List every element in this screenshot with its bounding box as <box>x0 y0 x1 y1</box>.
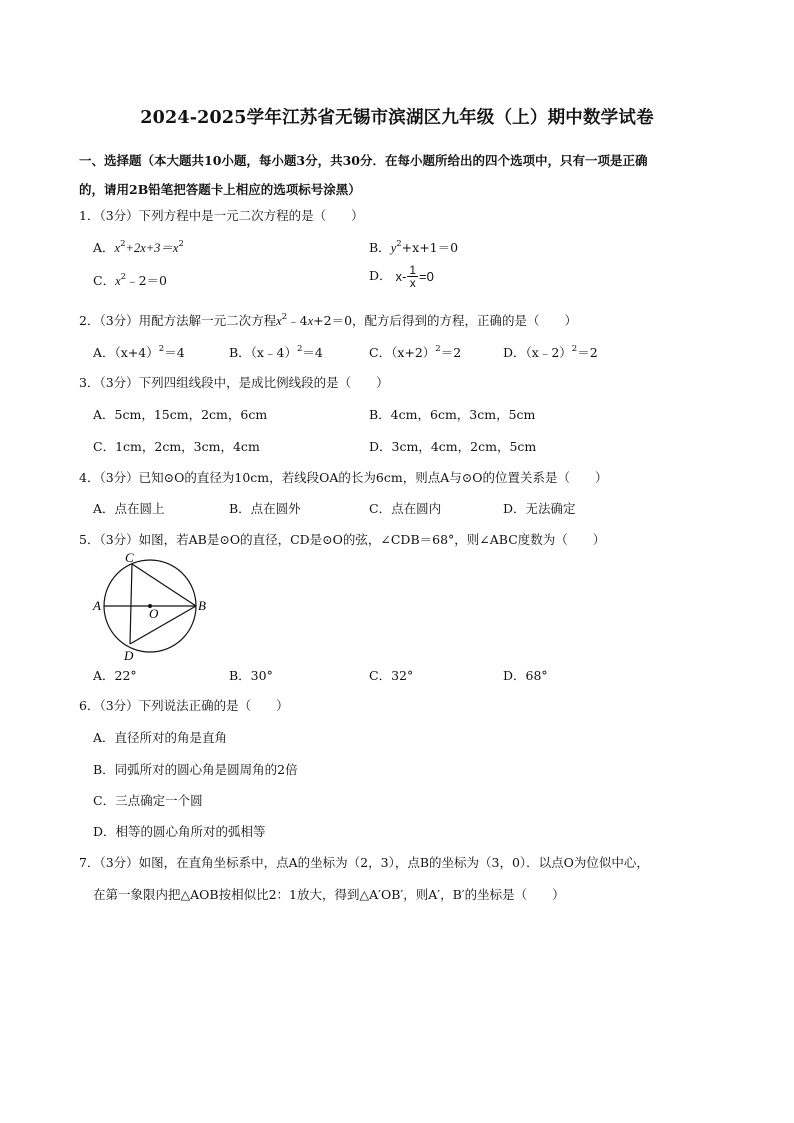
q2-d: D．（x﹣2） <box>503 345 572 360</box>
section-line-2: 的，请用2B铅笔把答题卡上相应的选项标号涂黑） <box>79 182 361 197</box>
segment-db <box>130 606 196 644</box>
label-c: C <box>125 550 134 565</box>
section-heading <box>79 146 729 204</box>
q1-d-label: D． <box>369 268 392 283</box>
q1-stem: 1．（3分）下列方程中是一元二次方程的是（ ） <box>79 208 364 223</box>
page-title: 2024-2025学年江苏省无锡市滨湖区九年级（上）期中数学试卷 <box>140 108 654 128</box>
q2-option-d <box>503 343 598 361</box>
label-b: B <box>198 598 206 613</box>
q2-option-b <box>229 343 323 361</box>
q1-option-a <box>93 238 184 256</box>
q1-option-c <box>93 271 167 289</box>
q2-stem-a: 2．（3分）用配方法解一元二次方程 <box>79 313 277 328</box>
q6-option-a: A．直径所对的角是直角 <box>93 730 228 745</box>
q2-c-sup: 2 <box>435 344 441 354</box>
q3-option-b: B．4cm，6cm，3cm，5cm <box>369 407 536 422</box>
q1-b-sup: 2 <box>396 239 402 249</box>
q2-c: C．（x+2） <box>369 345 436 360</box>
q2-b-sup: 2 <box>296 344 303 354</box>
label-a: A <box>93 598 101 613</box>
q1-option-d <box>369 264 434 289</box>
q1-d-num: 1 <box>409 263 417 277</box>
q2-d-rest: ＝2 <box>577 345 598 360</box>
q2-a-rest: ＝4 <box>164 345 185 360</box>
q1-c-label: C． <box>93 273 116 288</box>
q1-a-label: A． <box>93 240 115 255</box>
q2-c-rest: ＝2 <box>440 345 462 360</box>
q2-option-a <box>93 343 185 361</box>
q5-stem: 5．（3分）如图，若AB是⊙O的直径，CD是⊙O的弦，∠CDB＝68°，则∠ABC度数为（ ） <box>79 532 606 547</box>
q6-option-d: D．相等的圆心角所对的弧相等 <box>93 824 266 839</box>
q2-stem-sup: 2 <box>281 312 288 322</box>
q5-option-b: B．30° <box>229 668 273 683</box>
q4-option-d: D．无法确定 <box>503 501 576 516</box>
q1-b-expr: y <box>390 241 397 255</box>
q4-stem: 4．（3分）已知⊙O的直径为10cm，若线段OA的长为6cm，则点A与⊙O的位置关系是（ ） <box>79 470 608 485</box>
q1-d-den: x <box>409 276 416 290</box>
q5-circle-diagram <box>88 548 218 664</box>
section-line-1: 一、选择题（本大题共10小题，每小题3分，共30分．在每小题所给出的四个选项中，只有一项是正确 <box>79 153 648 168</box>
q2-option-c <box>369 343 461 361</box>
q1-a-sup2: 2 <box>178 239 184 249</box>
q2-a-sup: 2 <box>158 344 165 354</box>
q1-a-expr: x <box>114 241 121 255</box>
q1-d-post: =0 <box>419 269 434 284</box>
q7-stem-line-2: 在第一象限内把△AOB按相似比2：1放大，得到△A′OB′，则A′，B′的坐标是（ ） <box>93 887 565 902</box>
q4-option-c: C．点在圆内 <box>369 501 442 516</box>
q1-c-expr: x <box>115 274 121 288</box>
q2-d-sup: 2 <box>571 344 578 354</box>
q1-a-rest: +2x+3＝x <box>125 241 179 255</box>
q1-d-fraction <box>396 264 434 289</box>
q2-stem <box>79 311 577 329</box>
q3-stem: 3．（3分）下列四组线段中，是成比例线段的是（ ） <box>79 375 389 390</box>
q6-option-c: C．三点确定一个圆 <box>93 793 203 808</box>
q4-option-a: A．点在圆上 <box>93 501 165 516</box>
q1-b-rest: +x+1＝0 <box>401 240 459 255</box>
q3-option-d: D．3cm，4cm，2cm，5cm <box>369 439 537 454</box>
q2-stem-c: +2＝0，配方后得到的方程，正确的是（ ） <box>313 313 578 328</box>
q4-option-b: B．点在圆外 <box>229 501 301 516</box>
q2-a: A．（x+4） <box>93 345 159 360</box>
q2-b-rest: ＝4 <box>302 345 323 360</box>
q1-option-b <box>369 238 458 256</box>
q1-d-pre: x- <box>395 269 407 284</box>
q1-c-sup: 2 <box>120 272 127 282</box>
q2-stem-x: x <box>276 314 282 328</box>
chord-cd <box>130 564 132 644</box>
q7-stem-line-1: 7．（3分）如图，在直角坐标系中，点A的坐标为（2，3），点B的坐标为（3，0）．以点O为位似中心， <box>79 855 649 870</box>
q1-a-sup: 2 <box>120 239 126 249</box>
segment-cb <box>132 564 196 606</box>
q1-b-label: B． <box>369 240 391 255</box>
q5-option-d: D．68° <box>503 668 548 683</box>
q1-c-rest: ﹣2＝0 <box>126 273 167 288</box>
q2-stem-b: ﹣4 <box>287 313 308 328</box>
q2-stem-x2: x <box>307 314 314 328</box>
q2-b: B．（x﹣4） <box>229 345 297 360</box>
q3-option-a: A．5cm，15cm，2cm，6cm <box>93 407 268 422</box>
q5-option-c: C．32° <box>369 668 414 683</box>
q5-option-a: A．22° <box>93 668 137 683</box>
q6-stem: 6．（3分）下列说法正确的是（ ） <box>79 698 289 713</box>
q6-option-b: B．同弧所对的圆心角是圆周角的2倍 <box>93 762 298 777</box>
label-d: D <box>124 648 134 663</box>
q3-option-c: C．1cm，2cm，3cm，4cm <box>93 439 260 454</box>
label-o: O <box>149 606 159 621</box>
